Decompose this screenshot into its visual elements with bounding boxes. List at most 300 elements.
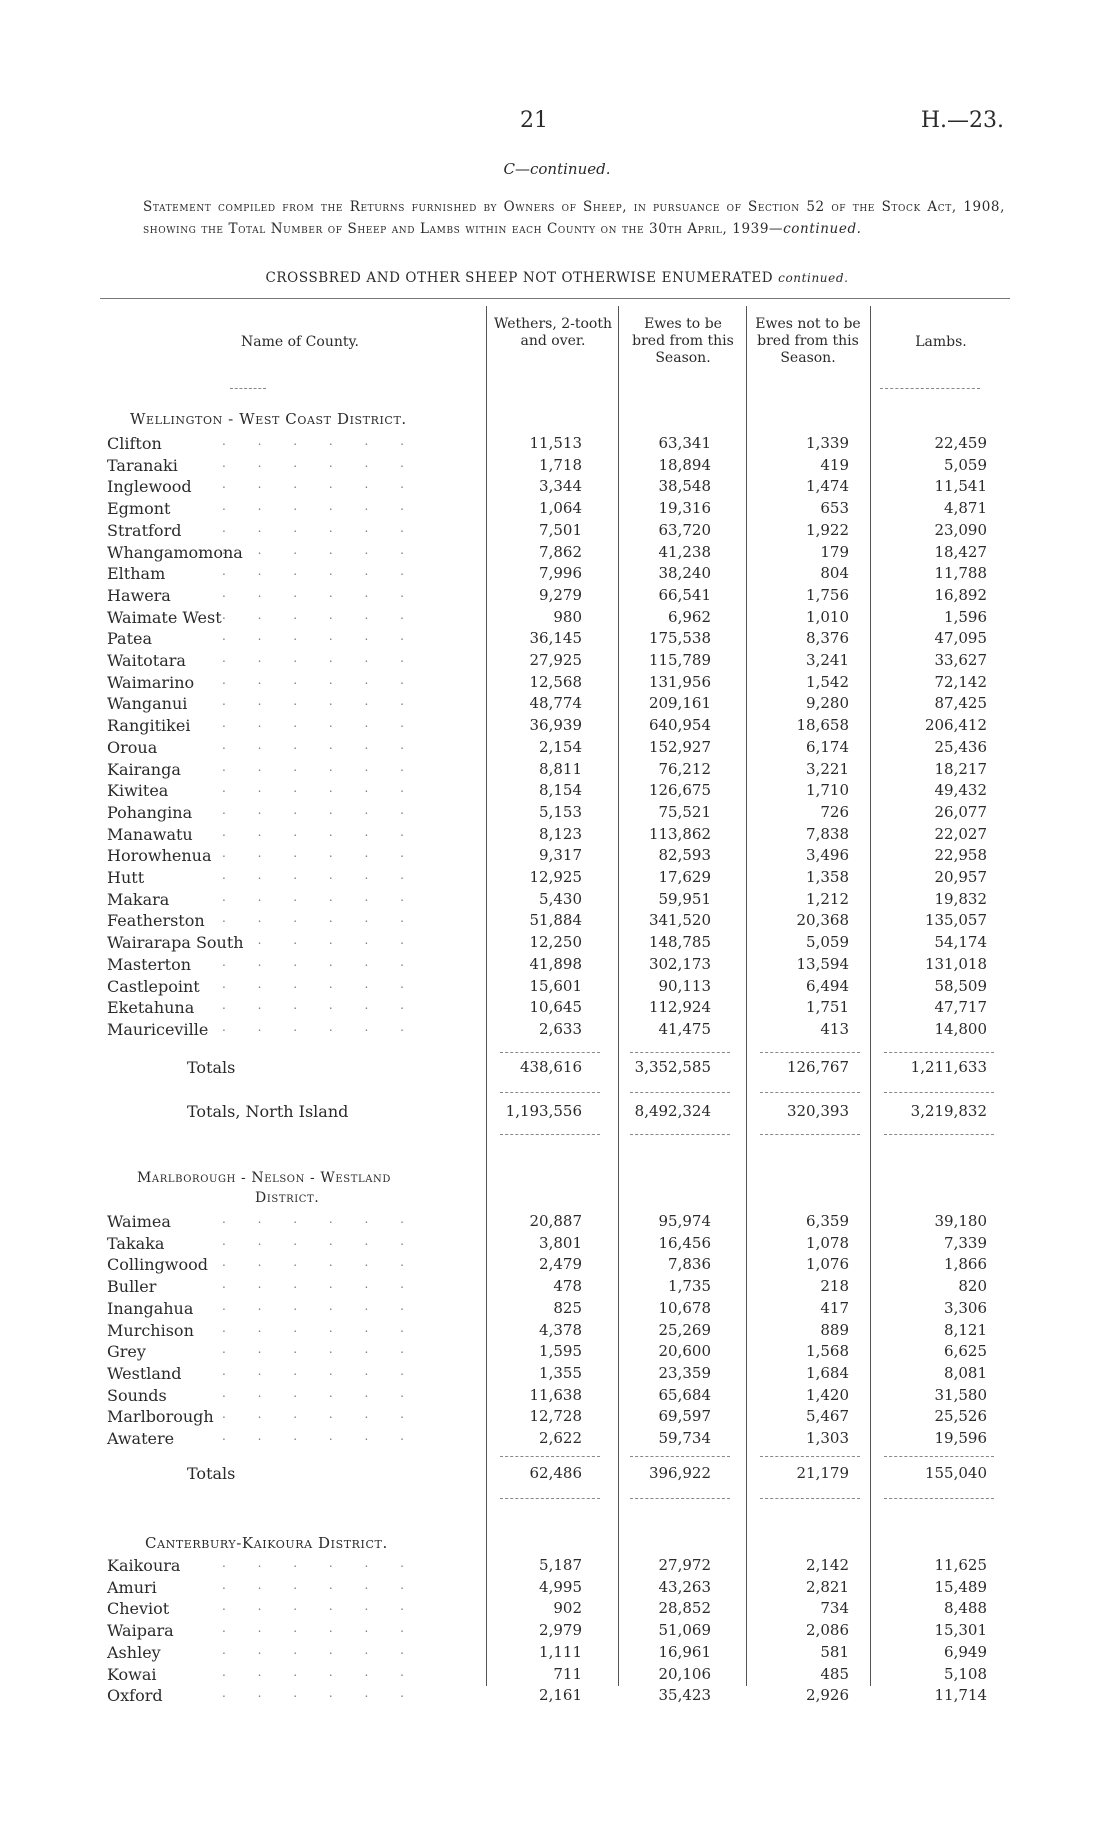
leader-dots: . . . . . . bbox=[222, 1298, 418, 1313]
page-number: 21 bbox=[520, 108, 548, 133]
county-name: Ashley bbox=[107, 1642, 161, 1662]
county-name: Castlepoint bbox=[107, 976, 200, 996]
table-row bbox=[0, 608, 1114, 630]
ewes-not-bred-cell: 13,594 bbox=[796, 954, 849, 973]
north-island-ewes-not-bred: 320,393 bbox=[786, 1102, 849, 1120]
wethers-cell: 4,995 bbox=[539, 1577, 582, 1596]
leader-dots: . . . . . . bbox=[222, 1599, 418, 1614]
ewes-not-bred-cell: 653 bbox=[820, 499, 849, 518]
wethers-cell: 2,479 bbox=[539, 1255, 582, 1274]
ewes-bred-cell: 148,785 bbox=[648, 933, 711, 952]
col-head-ewes-bred: Ewes to be bred from this Season. bbox=[632, 316, 734, 366]
totals-rule bbox=[760, 1092, 860, 1094]
table-row bbox=[0, 1429, 1114, 1451]
ewes-not-bred-cell: 726 bbox=[820, 802, 849, 821]
county-name: Waimate West bbox=[107, 607, 222, 627]
county-name: Waipara bbox=[107, 1621, 174, 1641]
ewes-bred-cell: 341,520 bbox=[648, 911, 711, 930]
lambs-cell: 58,509 bbox=[934, 976, 987, 995]
ewes-bred-cell: 19,316 bbox=[658, 499, 711, 518]
leader-dots: . . . . . . bbox=[222, 1686, 418, 1701]
leader-dots: . . . . . . bbox=[222, 759, 418, 774]
lambs-cell: 8,081 bbox=[944, 1363, 987, 1382]
ewes-not-bred-cell: 5,059 bbox=[806, 933, 849, 952]
ewes-bred-cell: 112,924 bbox=[648, 998, 711, 1017]
lambs-cell: 18,427 bbox=[934, 542, 987, 561]
wethers-cell: 711 bbox=[553, 1664, 582, 1683]
ewes-bred-cell: 152,927 bbox=[648, 737, 711, 756]
lambs-cell: 47,717 bbox=[934, 998, 987, 1017]
ewes-bred-cell: 17,629 bbox=[658, 868, 711, 886]
lambs-cell: 16,892 bbox=[934, 585, 987, 604]
wethers-cell: 48,774 bbox=[529, 694, 582, 713]
ewes-bred-cell: 10,678 bbox=[658, 1298, 711, 1317]
lambs-cell: 15,489 bbox=[934, 1577, 987, 1596]
ewes-bred-cell: 66,541 bbox=[658, 585, 711, 604]
ewes-bred-cell: 16,456 bbox=[658, 1233, 711, 1252]
section-totals-wellington bbox=[0, 1058, 1114, 1080]
county-name: Sounds bbox=[107, 1385, 167, 1405]
totals-label: Totals bbox=[187, 1058, 236, 1077]
lambs-cell: 11,541 bbox=[934, 477, 987, 496]
county-name: Hawera bbox=[107, 585, 171, 605]
ewes-bred-cell: 76,212 bbox=[658, 759, 711, 778]
leader-dots: . . . . . . bbox=[222, 1212, 418, 1226]
ewes-not-bred-cell: 179 bbox=[820, 542, 849, 561]
county-name: Egmont bbox=[107, 499, 171, 519]
table-row bbox=[0, 1621, 1114, 1643]
lambs-cell: 26,077 bbox=[934, 802, 987, 821]
wethers-cell: 1,718 bbox=[539, 455, 582, 474]
table-row bbox=[0, 846, 1114, 868]
leader-dots: . . . . . . bbox=[222, 455, 418, 470]
leader-dots: . . . . . . bbox=[222, 846, 418, 861]
ewes-bred-cell: 126,675 bbox=[648, 781, 711, 800]
ewes-bred-cell: 302,173 bbox=[648, 954, 711, 973]
ewes-not-bred-cell: 2,926 bbox=[806, 1686, 849, 1705]
table-row bbox=[0, 1686, 1114, 1708]
col-head-ewes-not-bred: Ewes not to be bred from this Season. bbox=[755, 316, 861, 366]
table-row bbox=[0, 1599, 1114, 1621]
ewes-not-bred-cell: 1,922 bbox=[806, 520, 849, 539]
county-name: Clifton bbox=[107, 434, 162, 453]
county-name: Pohangina bbox=[107, 802, 193, 822]
wethers-cell: 3,344 bbox=[539, 477, 582, 496]
ewes-not-bred-cell: 3,241 bbox=[806, 651, 849, 669]
ewes-not-bred-cell: 9,280 bbox=[806, 694, 849, 713]
lambs-cell: 14,800 bbox=[934, 1019, 987, 1038]
lambs-cell: 11,788 bbox=[934, 564, 987, 583]
county-name: Cheviot bbox=[107, 1599, 170, 1619]
leader-dots: . . . . . . bbox=[222, 477, 418, 492]
table-row bbox=[0, 825, 1114, 847]
county-name: Buller bbox=[107, 1277, 157, 1297]
table-row bbox=[0, 499, 1114, 521]
leader-dots: . . . . . . bbox=[222, 1407, 418, 1422]
wethers-cell: 1,111 bbox=[539, 1642, 582, 1661]
lambs-cell: 11,714 bbox=[934, 1686, 987, 1705]
north-island-ewes-bred: 8,492,324 bbox=[634, 1102, 711, 1120]
col-head-lambs: Lambs. bbox=[915, 334, 967, 350]
section-title-marlborough: Marlborough - Nelson - Westland bbox=[137, 1170, 392, 1186]
lambs-cell: 23,090 bbox=[934, 520, 987, 539]
wethers-cell: 1,064 bbox=[539, 499, 582, 518]
table-row bbox=[0, 564, 1114, 586]
ewes-not-bred-cell: 218 bbox=[820, 1277, 849, 1296]
lambs-cell: 131,018 bbox=[924, 954, 987, 973]
wethers-cell: 980 bbox=[553, 607, 582, 626]
leader-dots: . . . . . . bbox=[222, 1621, 418, 1636]
totals-wethers: 62,486 bbox=[529, 1464, 582, 1482]
section-totals-marlborough bbox=[0, 1464, 1114, 1486]
totals-rule bbox=[630, 1052, 730, 1054]
county-name: Horowhenua bbox=[107, 846, 212, 866]
county-name: Waitotara bbox=[107, 651, 186, 670]
header-rule bbox=[230, 388, 266, 390]
table-row bbox=[0, 760, 1114, 782]
wethers-cell: 12,250 bbox=[529, 933, 582, 952]
ewes-bred-cell: 113,862 bbox=[648, 824, 711, 843]
leader-dots: . . . . . . bbox=[222, 542, 418, 557]
lambs-cell: 3,306 bbox=[944, 1298, 987, 1317]
north-island-wethers: 1,193,556 bbox=[505, 1102, 582, 1120]
header-rule bbox=[880, 388, 980, 390]
table-row bbox=[0, 1234, 1114, 1256]
section-title-canterbury: Canterbury-Kaikoura District. bbox=[145, 1534, 388, 1552]
leader-dots: . . . . . . bbox=[222, 520, 418, 535]
table-row bbox=[0, 629, 1114, 651]
leader-dots: . . . . . . bbox=[222, 911, 418, 926]
ewes-not-bred-cell: 1,710 bbox=[806, 781, 849, 800]
ewes-not-bred-cell: 8,376 bbox=[806, 629, 849, 648]
leader-dots: . . . . . . bbox=[222, 737, 418, 752]
ewes-not-bred-cell: 1,568 bbox=[806, 1342, 849, 1361]
leader-dots: . . . . . . bbox=[222, 629, 418, 644]
subtitle-continued: continued. bbox=[778, 271, 849, 285]
lambs-cell: 47,095 bbox=[934, 629, 987, 648]
ewes-bred-cell: 35,423 bbox=[658, 1686, 711, 1705]
lambs-cell: 22,027 bbox=[934, 824, 987, 843]
ewes-bred-cell: 63,720 bbox=[658, 520, 711, 539]
wethers-cell: 7,996 bbox=[539, 564, 582, 583]
ewes-not-bred-cell: 413 bbox=[820, 1019, 849, 1038]
ewes-not-bred-cell: 1,212 bbox=[806, 889, 849, 908]
ewes-bred-cell: 20,600 bbox=[658, 1342, 711, 1361]
section-title-marlborough-2: District. bbox=[255, 1190, 320, 1206]
ewes-bred-cell: 16,961 bbox=[658, 1642, 711, 1661]
wethers-cell: 15,601 bbox=[529, 976, 582, 995]
leader-dots: . . . . . . bbox=[222, 672, 418, 687]
totals-rule bbox=[760, 1456, 860, 1458]
lambs-cell: 39,180 bbox=[934, 1212, 987, 1230]
totals-rule bbox=[760, 1498, 860, 1500]
ewes-bred-cell: 59,951 bbox=[658, 889, 711, 908]
totals-ewes-not-bred: 21,179 bbox=[796, 1464, 849, 1482]
wethers-cell: 2,622 bbox=[539, 1429, 582, 1447]
leader-dots: . . . . . . bbox=[222, 1664, 418, 1679]
table-row bbox=[0, 868, 1114, 890]
ewes-bred-cell: 175,538 bbox=[648, 629, 711, 648]
county-name: Wanganui bbox=[107, 694, 188, 714]
lambs-cell: 15,301 bbox=[934, 1621, 987, 1640]
leader-dots: . . . . . . bbox=[222, 1556, 418, 1570]
north-island-lambs: 3,219,832 bbox=[910, 1102, 987, 1120]
wethers-cell: 51,884 bbox=[529, 911, 582, 930]
table-row bbox=[0, 694, 1114, 716]
table-row bbox=[0, 456, 1114, 478]
lambs-cell: 6,625 bbox=[944, 1342, 987, 1361]
totals-rule bbox=[500, 1498, 600, 1500]
table-row bbox=[0, 1407, 1114, 1429]
table-row bbox=[0, 1321, 1114, 1343]
county-name: Marlborough bbox=[107, 1407, 214, 1427]
ewes-not-bred-cell: 1,684 bbox=[806, 1363, 849, 1382]
lambs-cell: 31,580 bbox=[934, 1385, 987, 1404]
leader-dots: . . . . . . bbox=[222, 1342, 418, 1357]
ewes-bred-cell: 63,341 bbox=[658, 434, 711, 452]
leader-dots: . . . . . . bbox=[222, 998, 418, 1013]
lambs-cell: 33,627 bbox=[934, 651, 987, 669]
ewes-not-bred-cell: 18,658 bbox=[796, 716, 849, 735]
ewes-bred-cell: 90,113 bbox=[658, 976, 711, 995]
county-name: Inglewood bbox=[107, 477, 192, 497]
county-name: Hutt bbox=[107, 868, 145, 887]
lambs-cell: 1,866 bbox=[944, 1255, 987, 1274]
lambs-cell: 19,832 bbox=[934, 889, 987, 908]
county-name: Featherston bbox=[107, 911, 205, 931]
totals-wethers: 438,616 bbox=[519, 1058, 582, 1076]
leader-dots: . . . . . . bbox=[222, 499, 418, 514]
lambs-cell: 6,949 bbox=[944, 1642, 987, 1661]
table-row bbox=[0, 716, 1114, 738]
county-name: Grey bbox=[107, 1342, 146, 1362]
ewes-bred-cell: 82,593 bbox=[658, 846, 711, 865]
table-row bbox=[0, 1020, 1114, 1042]
totals-rule bbox=[884, 1092, 994, 1094]
ewes-not-bred-cell: 7,838 bbox=[806, 824, 849, 843]
table-row bbox=[0, 1364, 1114, 1386]
north-island-totals bbox=[0, 1102, 1114, 1124]
county-name: Eltham bbox=[107, 564, 166, 584]
leader-dots: . . . . . . bbox=[222, 1429, 418, 1443]
county-name: Patea bbox=[107, 629, 153, 649]
wethers-cell: 12,568 bbox=[529, 672, 582, 691]
leader-dots: . . . . . . bbox=[222, 651, 418, 665]
wethers-cell: 2,161 bbox=[539, 1686, 582, 1705]
wethers-cell: 11,638 bbox=[529, 1385, 582, 1404]
table-row bbox=[0, 1556, 1114, 1578]
document-reference: H.—23. bbox=[920, 108, 1004, 133]
wethers-cell: 27,925 bbox=[529, 651, 582, 669]
totals-ewes-not-bred: 126,767 bbox=[786, 1058, 849, 1076]
table-row bbox=[0, 586, 1114, 608]
totals-lambs: 1,211,633 bbox=[910, 1058, 987, 1076]
county-name: Stratford bbox=[107, 520, 182, 540]
ewes-bred-cell: 131,956 bbox=[648, 672, 711, 691]
wethers-cell: 8,154 bbox=[539, 781, 582, 800]
totals-rule bbox=[630, 1092, 730, 1094]
ewes-bred-cell: 7,836 bbox=[668, 1255, 711, 1274]
totals-rule bbox=[500, 1092, 600, 1094]
leader-dots: . . . . . . bbox=[222, 802, 418, 817]
county-name: Rangitikei bbox=[107, 716, 191, 736]
ewes-bred-cell: 95,974 bbox=[658, 1212, 711, 1230]
leader-dots: . . . . . . bbox=[222, 1233, 418, 1248]
table-row bbox=[0, 1665, 1114, 1687]
lambs-cell: 8,121 bbox=[944, 1320, 987, 1339]
leader-dots: . . . . . . bbox=[222, 716, 418, 731]
wethers-cell: 478 bbox=[553, 1277, 582, 1296]
leader-dots: . . . . . . bbox=[222, 933, 418, 948]
ewes-not-bred-cell: 1,358 bbox=[806, 868, 849, 886]
table-subtitle bbox=[0, 270, 1114, 286]
lambs-cell: 135,057 bbox=[924, 911, 987, 930]
wethers-cell: 1,595 bbox=[539, 1342, 582, 1361]
wethers-cell: 9,279 bbox=[539, 585, 582, 604]
ewes-not-bred-cell: 2,821 bbox=[806, 1577, 849, 1596]
wethers-cell: 3,801 bbox=[539, 1233, 582, 1252]
wethers-cell: 8,123 bbox=[539, 824, 582, 843]
lambs-cell: 206,412 bbox=[924, 716, 987, 735]
ewes-not-bred-cell: 889 bbox=[820, 1320, 849, 1339]
leader-dots: . . . . . . bbox=[222, 954, 418, 969]
ewes-bred-cell: 41,475 bbox=[658, 1019, 711, 1038]
ewes-not-bred-cell: 3,221 bbox=[806, 759, 849, 778]
ewes-bred-cell: 38,548 bbox=[658, 477, 711, 496]
ewes-bred-cell: 27,972 bbox=[658, 1556, 711, 1574]
ewes-bred-cell: 115,789 bbox=[648, 651, 711, 669]
wethers-cell: 825 bbox=[553, 1298, 582, 1317]
ewes-bred-cell: 18,894 bbox=[658, 455, 711, 474]
totals-rule bbox=[884, 1498, 994, 1500]
totals-rule bbox=[760, 1134, 860, 1136]
ewes-not-bred-cell: 2,142 bbox=[806, 1556, 849, 1574]
wethers-cell: 7,862 bbox=[539, 542, 582, 561]
county-name: Manawatu bbox=[107, 824, 193, 844]
table-row bbox=[0, 521, 1114, 543]
col-head-wethers: Wethers, 2-tooth and over. bbox=[494, 316, 613, 349]
wethers-cell: 20,887 bbox=[529, 1212, 582, 1230]
lambs-cell: 22,459 bbox=[934, 434, 987, 452]
ewes-bred-cell: 41,238 bbox=[658, 542, 711, 561]
table-top-rule bbox=[100, 298, 1010, 299]
county-name: Taranaki bbox=[107, 455, 178, 475]
leader-dots: . . . . . . bbox=[222, 607, 418, 622]
table-row bbox=[0, 477, 1114, 499]
lambs-cell: 18,217 bbox=[934, 759, 987, 778]
totals-label: Totals bbox=[187, 1464, 236, 1483]
wethers-cell: 2,154 bbox=[539, 737, 582, 756]
ewes-bred-cell: 209,161 bbox=[648, 694, 711, 713]
wethers-cell: 5,187 bbox=[539, 1556, 582, 1574]
county-name: Inangahua bbox=[107, 1298, 194, 1318]
ewes-bred-cell: 25,269 bbox=[658, 1320, 711, 1339]
section-title-wellington: Wellington - West Coast District. bbox=[130, 410, 407, 428]
leader-dots: . . . . . . bbox=[222, 564, 418, 579]
county-name: Takaka bbox=[107, 1233, 165, 1253]
lambs-cell: 25,526 bbox=[934, 1407, 987, 1426]
statement-continued: continued. bbox=[783, 221, 862, 237]
lambs-cell: 5,108 bbox=[944, 1664, 987, 1683]
ewes-bred-cell: 43,263 bbox=[658, 1577, 711, 1596]
lambs-cell: 820 bbox=[958, 1277, 987, 1296]
ewes-not-bred-cell: 5,467 bbox=[806, 1407, 849, 1426]
table-row bbox=[0, 673, 1114, 695]
wethers-cell: 10,645 bbox=[529, 998, 582, 1017]
north-island-label: Totals, North Island bbox=[187, 1102, 349, 1121]
ewes-not-bred-cell: 734 bbox=[820, 1599, 849, 1618]
leader-dots: . . . . . . bbox=[222, 781, 418, 796]
ewes-not-bred-cell: 1,542 bbox=[806, 672, 849, 691]
table-row bbox=[0, 911, 1114, 933]
county-name: Collingwood bbox=[107, 1255, 208, 1275]
ewes-not-bred-cell: 1,474 bbox=[806, 477, 849, 496]
table-row bbox=[0, 933, 1114, 955]
ewes-not-bred-cell: 1,076 bbox=[806, 1255, 849, 1274]
county-name: Oroua bbox=[107, 737, 158, 757]
ewes-not-bred-cell: 1,751 bbox=[806, 998, 849, 1017]
wethers-cell: 2,633 bbox=[539, 1019, 582, 1038]
totals-ewes-bred: 3,352,585 bbox=[634, 1058, 711, 1076]
leader-dots: . . . . . . bbox=[222, 1385, 418, 1400]
ewes-not-bred-cell: 20,368 bbox=[796, 911, 849, 930]
county-name: Oxford bbox=[107, 1686, 163, 1706]
table-row bbox=[0, 1578, 1114, 1600]
table-row bbox=[0, 434, 1114, 456]
wethers-cell: 5,430 bbox=[539, 889, 582, 908]
continued-label: C—continued. bbox=[503, 160, 611, 178]
leader-dots: . . . . . . bbox=[222, 1320, 418, 1335]
table-row bbox=[0, 1277, 1114, 1299]
leader-dots: . . . . . . bbox=[222, 1255, 418, 1270]
leader-dots: . . . . . . bbox=[222, 1577, 418, 1592]
ewes-bred-cell: 59,734 bbox=[658, 1429, 711, 1447]
ewes-bred-cell: 38,240 bbox=[658, 564, 711, 583]
ewes-not-bred-cell: 1,420 bbox=[806, 1385, 849, 1404]
wethers-cell: 36,939 bbox=[529, 716, 582, 735]
table-row bbox=[0, 1255, 1114, 1277]
county-name: Waimarino bbox=[107, 672, 195, 692]
subtitle-text: CROSSBRED AND OTHER SHEEP NOT OTHERWISE ENUMERATED bbox=[265, 270, 774, 286]
ewes-bred-cell: 6,962 bbox=[668, 607, 711, 626]
county-name: Eketahuna bbox=[107, 998, 195, 1018]
ewes-bred-cell: 1,735 bbox=[668, 1277, 711, 1296]
table-row bbox=[0, 955, 1114, 977]
lambs-cell: 19,596 bbox=[934, 1429, 987, 1447]
ewes-bred-cell: 69,597 bbox=[658, 1407, 711, 1426]
ewes-not-bred-cell: 1,078 bbox=[806, 1233, 849, 1252]
county-name: Wairarapa South bbox=[107, 933, 244, 953]
lambs-cell: 4,871 bbox=[944, 499, 987, 518]
ewes-not-bred-cell: 804 bbox=[820, 564, 849, 583]
wethers-cell: 8,811 bbox=[539, 759, 582, 778]
ewes-not-bred-cell: 6,494 bbox=[806, 976, 849, 995]
ewes-not-bred-cell: 419 bbox=[820, 455, 849, 474]
lambs-cell: 49,432 bbox=[934, 781, 987, 800]
table-row bbox=[0, 890, 1114, 912]
wethers-cell: 9,317 bbox=[539, 846, 582, 865]
ewes-not-bred-cell: 581 bbox=[820, 1642, 849, 1661]
county-name: Amuri bbox=[107, 1577, 157, 1597]
col-head-name: Name of County. bbox=[241, 334, 359, 350]
totals-rule bbox=[884, 1052, 994, 1054]
county-name: Kiwitea bbox=[107, 781, 169, 801]
statement-text: Statement compiled from the Returns furnished by Owners of Sheep, in pursuance of Section 52 of the Stock Act, 1908, showing the Total Number of Sheep and Lambs within each County on the 30th April, 1939— bbox=[143, 199, 1005, 237]
table-row bbox=[0, 998, 1114, 1020]
wethers-cell: 36,145 bbox=[529, 629, 582, 648]
wethers-cell: 4,378 bbox=[539, 1320, 582, 1339]
leader-dots: . . . . . . bbox=[222, 434, 418, 448]
